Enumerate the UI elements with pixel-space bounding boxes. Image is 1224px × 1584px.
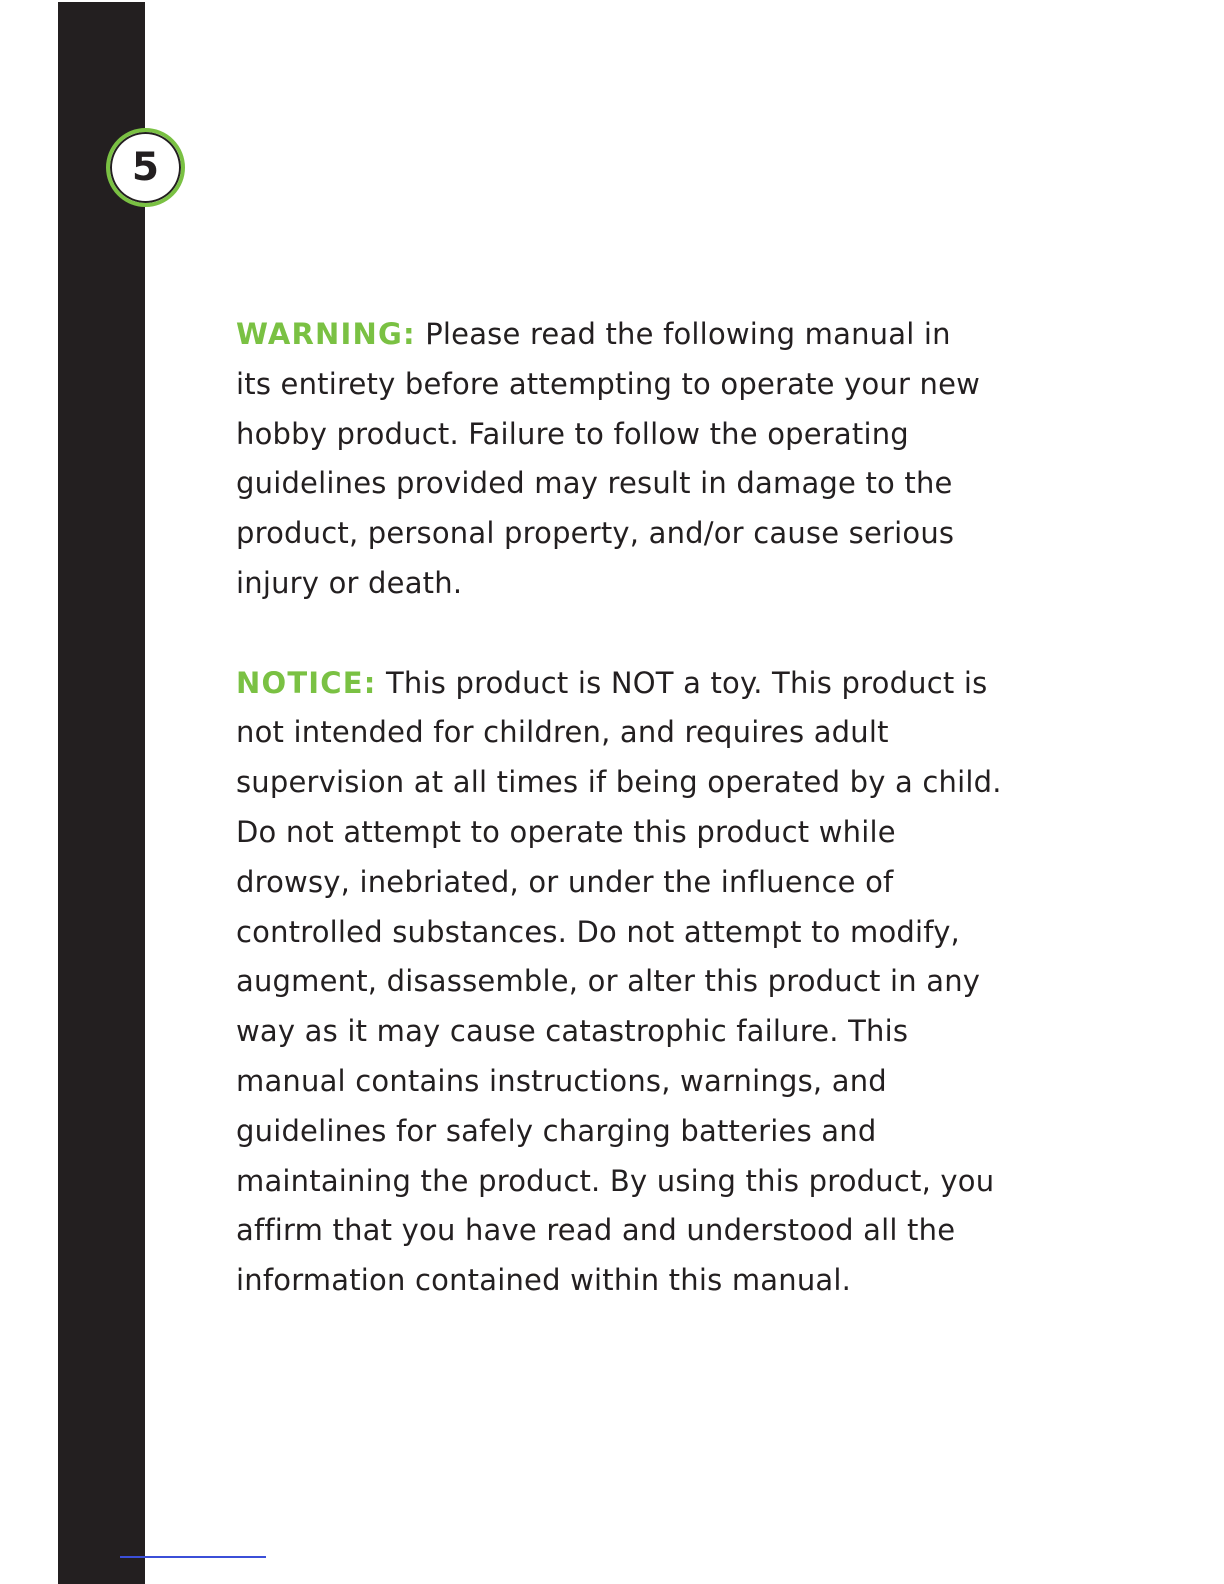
notice-line: Do not attempt to operate this product while <box>236 814 896 849</box>
main-content <box>236 310 1046 1306</box>
page-number-badge <box>106 128 185 207</box>
side-bar <box>58 2 145 1584</box>
warning-line: Please read the following manual in <box>415 317 951 351</box>
notice-line: way as it may cause catastrophic failure. This <box>236 1014 909 1049</box>
warning-paragraph <box>236 310 1046 609</box>
notice-line: not intended for children, and requires adult <box>236 715 889 750</box>
notice-paragraph <box>236 659 1046 1306</box>
notice-label: NOTICE: <box>236 665 377 700</box>
footer-rule <box>120 1556 266 1558</box>
notice-line: information contained within this manual. <box>236 1263 852 1298</box>
notice-line: supervision at all times if being operated by a child. <box>236 765 1002 800</box>
notice-line: affirm that you have read and understood all the <box>236 1213 956 1248</box>
warning-line: its entirety before attempting to operate your new <box>236 366 981 401</box>
warning-line: hobby product. Failure to follow the operating <box>236 416 909 451</box>
notice-line: manual contains instructions, warnings, and <box>236 1063 887 1098</box>
warning-line: product, personal property, and/or cause serious <box>236 516 955 551</box>
notice-line: This product is NOT a toy. This product is <box>376 665 988 700</box>
notice-line: drowsy, inebriated, or under the influence of <box>236 864 894 899</box>
notice-line: guidelines for safely charging batteries and <box>236 1113 877 1148</box>
page-number: 5 <box>131 145 160 190</box>
notice-line: maintaining the product. By using this product, you <box>236 1163 995 1198</box>
notice-line: controlled substances. Do not attempt to modify, <box>236 914 960 949</box>
warning-line: injury or death. <box>236 565 463 600</box>
notice-line: augment, disassemble, or alter this product in any <box>236 964 981 999</box>
warning-label: WARNING: <box>236 317 416 351</box>
warning-line: guidelines provided may result in damage to the <box>236 466 953 501</box>
